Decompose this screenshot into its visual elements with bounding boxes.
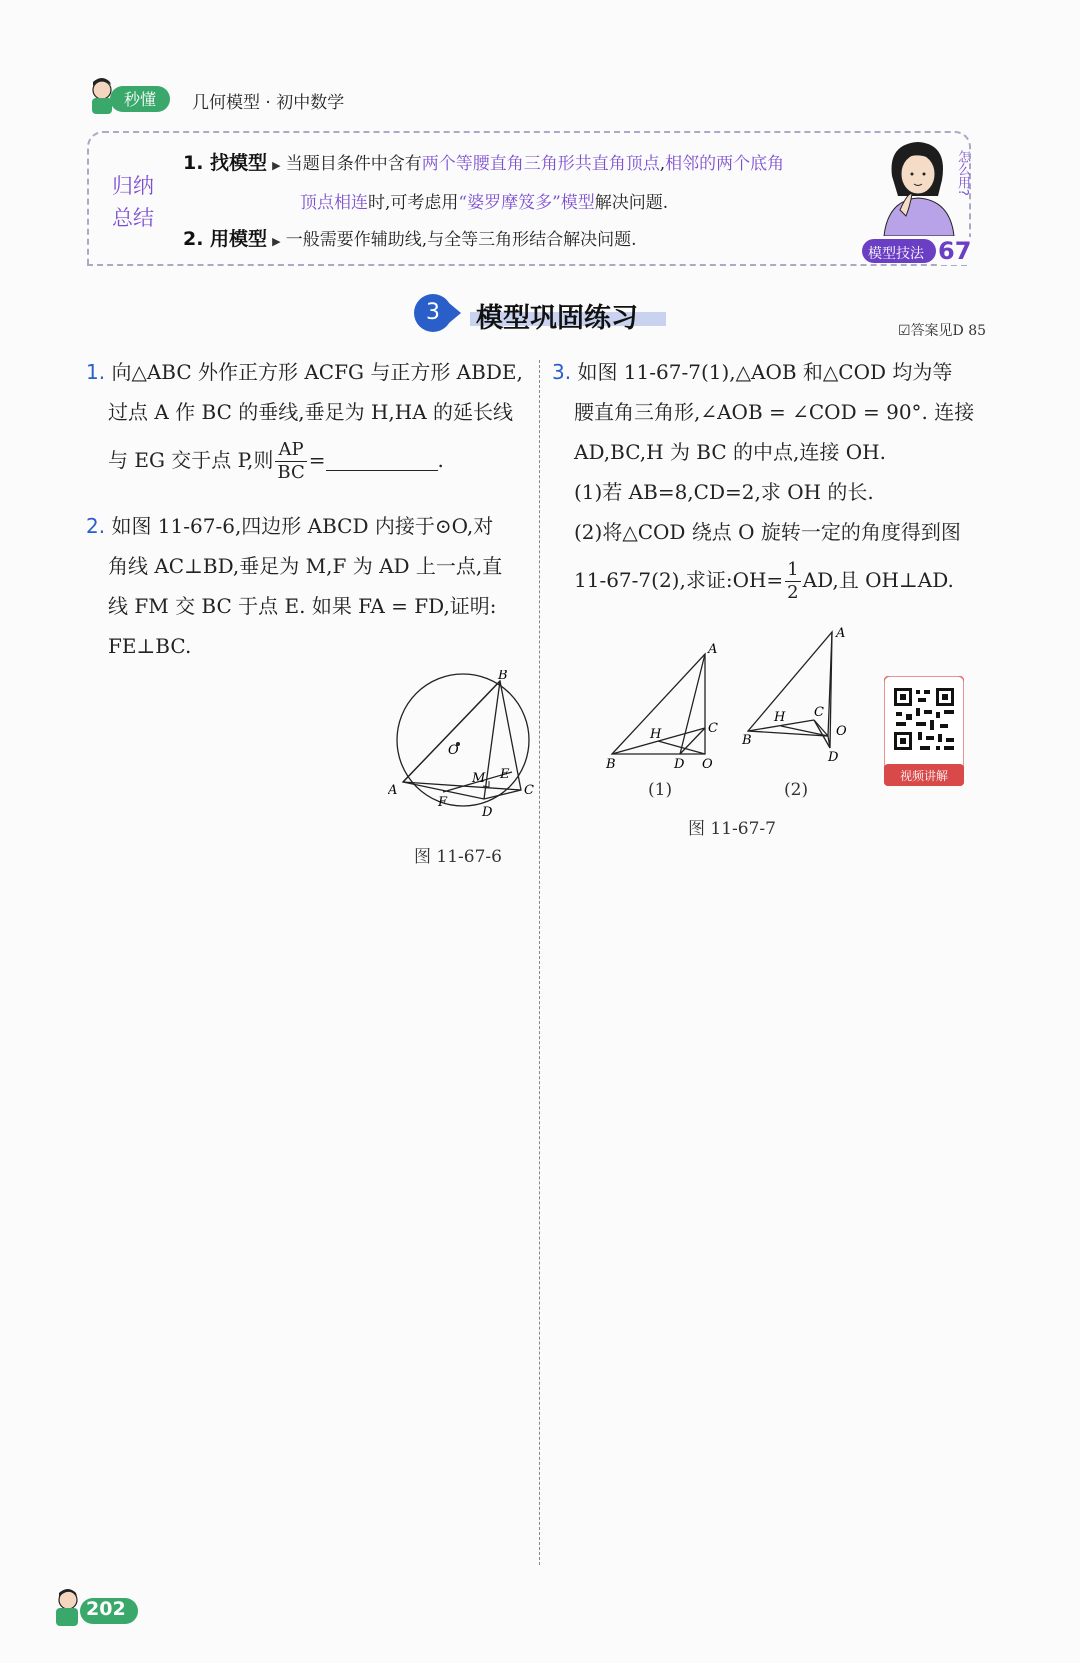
thinking-girl-illustration (878, 136, 958, 236)
find-text-highlight-2: 相邻的两个底角 (665, 154, 785, 174)
fraction-one-half (785, 559, 800, 604)
figure-triangles-1 (602, 640, 722, 770)
fraction-numerator: AP (275, 439, 306, 462)
label-c: C (708, 721, 718, 736)
find-text-2: , (659, 154, 666, 174)
skill-label: 模型技法 (868, 246, 924, 262)
figure-triangles-2 (738, 624, 858, 764)
page-number-badge (50, 1588, 150, 1628)
how-to-use-vertical-text: 怎么用? (955, 150, 970, 196)
label-b: B (606, 757, 616, 770)
problem-number: 3. (552, 360, 572, 384)
problem-3-line-5: (2)将△COD 绕点 O 旋转一定的角度得到图 (574, 520, 961, 544)
answer-reference (898, 320, 986, 340)
label-d: D (828, 750, 839, 764)
problem-number: 2. (86, 514, 106, 538)
summary-box-bottom-border (87, 264, 967, 266)
problem-1-line-3 (86, 432, 526, 488)
label-m: M (472, 771, 486, 786)
problem-1-line-2: 过点 A 作 BC 的垂线,垂足为 H,HA 的延长线 (108, 400, 513, 424)
label-b: B (742, 733, 752, 748)
problem-1-line-1: 向△ABC 外作正方形 ACFG 与正方形 ABDE, (111, 360, 523, 384)
problem-3-line-2: 腰直角三角形,∠AOB = ∠COD = 90°. 连接 (574, 400, 975, 424)
problem-2-line-2: 角线 AC⊥BD,垂足为 M,F 为 AD 上一点,直 (108, 554, 503, 578)
label-a: A (836, 626, 846, 641)
label-c: C (814, 705, 824, 720)
problem-3-line-6a: 11-67-7(2),求证:OH= (574, 568, 784, 592)
find-text-1: 当题目条件中含有 (285, 154, 422, 174)
skill-number: 67 (938, 237, 972, 265)
find-text-3: 时,可考虑用 (368, 193, 459, 213)
figure-caption-11-67-7: 图 11-67-7 (688, 819, 776, 839)
book-title: 几何模型 · 初中数学 (192, 93, 345, 113)
find-model-label: 1. 找模型 (183, 152, 268, 174)
problem-1-equals: = (308, 448, 326, 472)
video-explain-label: 视频讲解 (899, 769, 948, 783)
checkbox-icon: ☑ (898, 323, 911, 339)
problem-3-line-1: 如图 11-67-7(1),△AOB 和△COD 均为等 (577, 360, 953, 384)
problem-1-line-3a: 与 EG 交于点 P,则 (108, 448, 274, 472)
label-a: A (388, 783, 398, 798)
problem-3-line-4: (1)若 AB=8,CD=2,求 OH 的长. (574, 480, 874, 504)
column-divider (539, 360, 540, 1565)
label-d: D (482, 805, 493, 820)
skill-badge (862, 237, 974, 265)
use-model-label: 2. 用模型 (183, 228, 268, 250)
label-o: O (448, 743, 459, 758)
use-model-row (183, 224, 637, 251)
problem-3-line-6 (552, 552, 1012, 608)
label-c: C (524, 783, 534, 798)
find-text-highlight-3: 顶点相连 (300, 193, 368, 213)
find-text-highlight-1: 两个等腰直角三角形共直角顶点 (421, 154, 660, 174)
problem-2-line-3: 线 FM 交 BC 于点 E. 如果 FA = FD,证明: (108, 594, 497, 618)
triangle-right-icon: ▶ (272, 235, 281, 248)
answer-reference-text: 答案见D 85 (910, 323, 987, 339)
label-h: H (650, 727, 662, 742)
fraction-denominator: 2 (787, 582, 799, 603)
find-text-4: 解决问题. (594, 193, 669, 213)
find-text-highlight-4: “婆罗摩笈多”模型 (458, 193, 595, 213)
label-e: E (500, 767, 510, 782)
fraction-denominator: BC (277, 462, 305, 483)
section-arrow-icon (449, 303, 461, 323)
section-title: 模型巩固练习 (476, 303, 638, 334)
section-number: 3 (414, 294, 452, 332)
find-model-text (286, 154, 784, 174)
fraction-ap-bc (275, 439, 306, 484)
summary-title-line2: 总结 (112, 206, 154, 230)
find-model-text-cont (300, 188, 668, 213)
fraction-numerator: 1 (787, 559, 799, 580)
problem-1-period: . (437, 448, 444, 472)
label-f: F (438, 795, 448, 810)
video-qr-code[interactable] (884, 676, 964, 786)
brand-logo (84, 76, 176, 116)
problem-1 (86, 352, 526, 488)
problem-3-line-3: AD,BC,H 为 BC 的中点,连接 OH. (574, 440, 886, 464)
page-number: 202 (86, 1598, 126, 1620)
label-h: H (774, 710, 786, 725)
triangle-right-icon: ▶ (272, 159, 281, 172)
label-b: B (498, 670, 508, 683)
figure-sub-caption-2: (2) (784, 780, 809, 800)
label-d: D (674, 757, 685, 770)
problem-2-line-1: 如图 11-67-6,四边形 ABCD 内接于⊙O,对 (111, 514, 494, 538)
problem-3-line-6b: AD,且 OH⊥AD. (802, 568, 954, 592)
logo-text: 秒懂 (123, 90, 157, 109)
summary-title-line1: 归纳 (112, 174, 154, 198)
label-o: O (702, 757, 713, 770)
summary-title (108, 170, 158, 234)
label-a: A (708, 642, 718, 657)
problem-number: 1. (86, 360, 106, 384)
use-model-text: 一般需要作辅助线,与全等三角形结合解决问题. (285, 230, 637, 250)
problem-2 (86, 506, 526, 666)
label-o: O (836, 724, 847, 739)
find-model-row (183, 148, 784, 175)
figure-sub-caption-1: (1) (648, 780, 673, 800)
problem-3 (552, 352, 1012, 608)
figure-circle-quadrilateral (388, 670, 538, 820)
answer-blank[interactable] (326, 452, 438, 471)
problem-2-line-4: FE⊥BC. (108, 634, 192, 658)
figure-caption-11-67-6: 图 11-67-6 (414, 847, 502, 867)
